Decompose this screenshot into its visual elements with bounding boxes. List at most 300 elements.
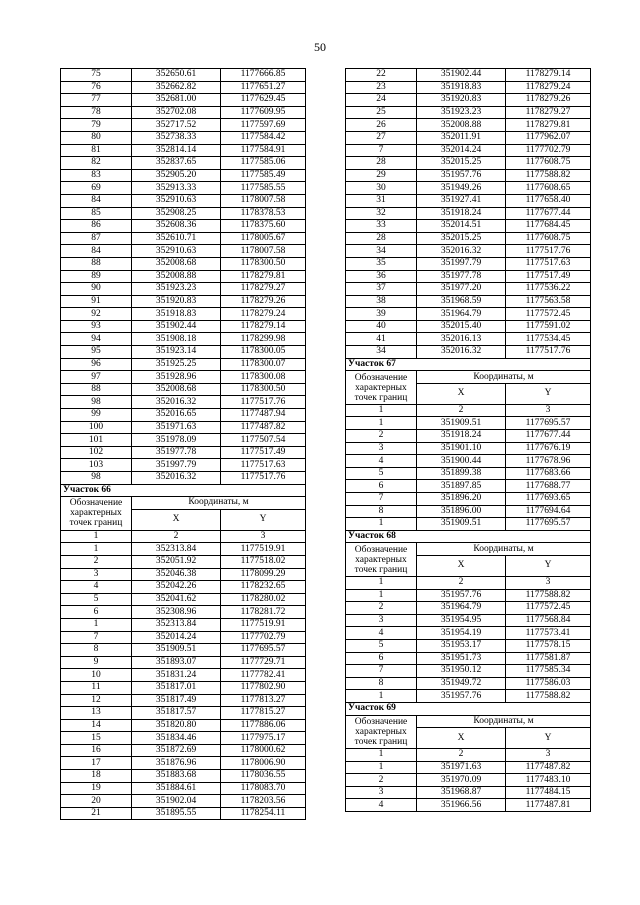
coord-x: 352016.32 (132, 396, 221, 409)
table-row (61, 568, 306, 581)
coord-y: 1178000.62 (221, 744, 306, 757)
coord-y: 1178281.72 (221, 606, 306, 619)
table-row (346, 333, 591, 346)
point-number: 3 (61, 568, 132, 581)
point-number: 1 (346, 518, 417, 531)
table-row (346, 207, 591, 220)
point-number: 94 (61, 333, 132, 346)
coord-y: 1177573.41 (506, 627, 591, 640)
coord-y: 1177578.15 (506, 639, 591, 652)
coord-y: 1177568.84 (506, 614, 591, 627)
point-number: 9 (61, 656, 132, 669)
header-points: Обозначение характерных точек границ (346, 543, 417, 577)
table-row (346, 308, 591, 321)
coord-x: 352046.38 (132, 568, 221, 581)
point-number: 27 (346, 131, 417, 144)
table-row (61, 581, 306, 594)
coord-x: 351896.00 (417, 505, 506, 518)
table-row (61, 308, 306, 321)
point-number: 25 (346, 106, 417, 119)
column-number: 1 (346, 576, 417, 589)
point-number: 28 (346, 157, 417, 170)
coord-y: 1178279.27 (221, 283, 306, 296)
coord-x: 351951.73 (417, 652, 506, 665)
table-row (61, 157, 306, 170)
point-number: 7 (346, 144, 417, 157)
point-number: 28 (346, 232, 417, 245)
point-number: 84 (61, 194, 132, 207)
column-number: 2 (417, 576, 506, 589)
table-row (61, 106, 306, 119)
coord-y: 1177677.44 (506, 207, 591, 220)
coord-y: 1177519.91 (221, 618, 306, 631)
coord-x: 351883.68 (132, 770, 221, 783)
table-row (61, 631, 306, 644)
column-number: 1 (346, 749, 417, 762)
coordinates-table-left (60, 68, 306, 820)
point-number: 8 (346, 505, 417, 518)
table-row (61, 220, 306, 233)
table-row (61, 371, 306, 384)
point-number: 5 (61, 593, 132, 606)
coord-x: 351817.01 (132, 681, 221, 694)
coord-x: 352015.40 (417, 320, 506, 333)
coord-x: 352008.68 (132, 257, 221, 270)
point-number: 31 (346, 194, 417, 207)
point-number: 103 (61, 459, 132, 472)
point-number: 4 (346, 627, 417, 640)
coord-x: 352837.65 (132, 157, 221, 170)
point-number: 34 (346, 245, 417, 258)
point-number: 77 (61, 94, 132, 107)
point-number: 78 (61, 106, 132, 119)
coord-y: 1177609.95 (221, 106, 306, 119)
point-number: 35 (346, 257, 417, 270)
header-x: X (417, 383, 506, 404)
point-number: 33 (346, 220, 417, 233)
section-title: Участок 66 (61, 484, 306, 497)
coord-x: 352014.51 (417, 220, 506, 233)
table-row (346, 157, 591, 170)
point-number: 84 (61, 245, 132, 258)
table-row (61, 707, 306, 720)
coord-y: 1178279.81 (506, 119, 591, 132)
coord-x: 351923.23 (132, 283, 221, 296)
coord-y: 1177683.66 (506, 467, 591, 480)
coord-y: 1177813.27 (221, 694, 306, 707)
point-number: 79 (61, 119, 132, 132)
coord-y: 1177519.91 (221, 543, 306, 556)
coord-y: 1177487.82 (506, 761, 591, 774)
table-row (346, 270, 591, 283)
point-number: 2 (346, 430, 417, 443)
table-row (346, 518, 591, 531)
table-row (346, 220, 591, 233)
coord-x: 351893.07 (132, 656, 221, 669)
coord-x: 351876.96 (132, 757, 221, 770)
coord-x: 352910.63 (132, 194, 221, 207)
table-row (61, 396, 306, 409)
point-number: 39 (346, 308, 417, 321)
coord-y: 1177517.76 (221, 472, 306, 485)
coord-x: 352313.84 (132, 618, 221, 631)
column-number: 1 (346, 404, 417, 417)
point-number: 1 (346, 589, 417, 602)
table-row (346, 94, 591, 107)
table-row (61, 194, 306, 207)
coord-y: 1178299.98 (221, 333, 306, 346)
coord-x: 351900.44 (417, 455, 506, 468)
coord-y: 1177487.82 (221, 421, 306, 434)
column-numbers-row (346, 576, 591, 589)
table-row (61, 119, 306, 132)
coord-y: 1177581.87 (506, 652, 591, 665)
coord-y: 1178300.50 (221, 383, 306, 396)
table-row (61, 257, 306, 270)
coord-x: 352702.08 (132, 106, 221, 119)
table-row (346, 320, 591, 333)
table-row (346, 169, 591, 182)
point-number: 89 (61, 270, 132, 283)
point-number: 24 (346, 94, 417, 107)
section-title-row (346, 530, 591, 543)
table-row (61, 94, 306, 107)
point-number: 86 (61, 220, 132, 233)
header-points: Обозначение характерных точек границ (346, 371, 417, 405)
table-row (61, 472, 306, 485)
coord-x: 351968.87 (417, 786, 506, 799)
coord-y: 1177608.75 (506, 232, 591, 245)
coord-x: 352610.71 (132, 232, 221, 245)
coord-y: 1177517.76 (221, 396, 306, 409)
point-number: 1 (346, 761, 417, 774)
coord-x: 352016.32 (132, 472, 221, 485)
point-number: 2 (61, 555, 132, 568)
table-row (346, 799, 591, 812)
table-row (346, 430, 591, 443)
table-row (346, 283, 591, 296)
point-number: 3 (346, 786, 417, 799)
section-title: Участок 68 (346, 530, 591, 543)
coord-x: 352014.24 (417, 144, 506, 157)
coord-y: 1177534.45 (506, 333, 591, 346)
point-number: 1 (346, 690, 417, 703)
table-row (346, 639, 591, 652)
point-number: 3 (346, 614, 417, 627)
coord-y: 1177487.81 (506, 799, 591, 812)
coord-x: 352042.26 (132, 581, 221, 594)
coord-y: 1178279.14 (506, 69, 591, 82)
coord-y: 1177693.65 (506, 493, 591, 506)
coord-x: 351918.24 (417, 207, 506, 220)
coord-x: 351872.69 (132, 744, 221, 757)
coord-y: 1177597.69 (221, 119, 306, 132)
point-number: 7 (346, 665, 417, 678)
header-row (61, 497, 306, 510)
coord-y: 1178007.58 (221, 194, 306, 207)
coord-x: 351899.38 (417, 467, 506, 480)
table-row (346, 652, 591, 665)
table-row (61, 69, 306, 82)
table-row (346, 690, 591, 703)
coord-y: 1178005.67 (221, 232, 306, 245)
table-row (61, 795, 306, 808)
table-row (61, 131, 306, 144)
table-row (346, 131, 591, 144)
coord-x: 351968.59 (417, 295, 506, 308)
table-row (346, 665, 591, 678)
column-number: 3 (506, 404, 591, 417)
table-row (346, 761, 591, 774)
coord-y: 1177702.79 (221, 631, 306, 644)
coord-y: 1177695.57 (506, 518, 591, 531)
point-number: 11 (61, 681, 132, 694)
table-row (346, 786, 591, 799)
coord-x: 351949.26 (417, 182, 506, 195)
coord-x: 352008.68 (132, 383, 221, 396)
point-number: 76 (61, 81, 132, 94)
coord-y: 1177487.94 (221, 409, 306, 422)
coord-y: 1177588.82 (506, 169, 591, 182)
table-row (61, 681, 306, 694)
point-number: 18 (61, 770, 132, 783)
table-row (346, 480, 591, 493)
coord-y: 1177588.82 (506, 690, 591, 703)
coord-y: 1178007.58 (221, 245, 306, 258)
coord-x: 352014.24 (132, 631, 221, 644)
point-number: 102 (61, 446, 132, 459)
table-row (346, 106, 591, 119)
point-number: 32 (346, 207, 417, 220)
point-number: 99 (61, 409, 132, 422)
point-number: 88 (61, 383, 132, 396)
table-row (61, 232, 306, 245)
column-numbers-row (346, 404, 591, 417)
coord-y: 1177695.57 (506, 417, 591, 430)
coord-y: 1178254.11 (221, 807, 306, 820)
table-row (61, 770, 306, 783)
point-number: 1 (346, 417, 417, 430)
coord-x: 351954.19 (417, 627, 506, 640)
coord-x: 352016.32 (417, 346, 506, 359)
table-row (61, 732, 306, 745)
coord-y: 1177563.58 (506, 295, 591, 308)
coord-y: 1177483.10 (506, 774, 591, 787)
coord-x: 352308.96 (132, 606, 221, 619)
coord-x: 352016.13 (417, 333, 506, 346)
point-number: 12 (61, 694, 132, 707)
coord-y: 1177584.42 (221, 131, 306, 144)
header-y: Y (506, 555, 591, 576)
point-number: 8 (346, 677, 417, 690)
coord-y: 1177695.57 (221, 644, 306, 657)
coord-y: 1178232.65 (221, 581, 306, 594)
coord-y: 1178279.81 (221, 270, 306, 283)
point-number: 20 (61, 795, 132, 808)
header-coords: Координаты, м (417, 543, 591, 556)
point-number: 22 (346, 69, 417, 82)
coord-y: 1177517.76 (506, 245, 591, 258)
point-number: 92 (61, 308, 132, 321)
table-row (61, 593, 306, 606)
coord-y: 1177658.40 (506, 194, 591, 207)
table-row (61, 719, 306, 732)
coord-y: 1177517.76 (506, 346, 591, 359)
coord-x: 351918.83 (417, 81, 506, 94)
table-row (61, 459, 306, 472)
coord-x: 352008.88 (132, 270, 221, 283)
point-number: 2 (346, 774, 417, 787)
point-number: 5 (346, 467, 417, 480)
header-x: X (417, 728, 506, 749)
table-row (61, 606, 306, 619)
section-title: Участок 67 (346, 358, 591, 371)
coord-y: 1177676.19 (506, 442, 591, 455)
coord-y: 1178378.53 (221, 207, 306, 220)
table-row (346, 182, 591, 195)
coord-y: 1177591.02 (506, 320, 591, 333)
table-row (61, 656, 306, 669)
coord-x: 351918.83 (132, 308, 221, 321)
coord-x: 351953.17 (417, 639, 506, 652)
coord-x: 351923.23 (417, 106, 506, 119)
coord-x: 351977.78 (132, 446, 221, 459)
coord-y: 1177886.06 (221, 719, 306, 732)
point-number: 38 (346, 295, 417, 308)
coord-y: 1177802.90 (221, 681, 306, 694)
coord-y: 1177588.82 (506, 589, 591, 602)
coord-x: 351817.57 (132, 707, 221, 720)
coord-x: 351902.44 (132, 320, 221, 333)
coord-x: 351964.79 (417, 602, 506, 615)
point-number: 93 (61, 320, 132, 333)
coord-y: 1177584.91 (221, 144, 306, 157)
coord-x: 351831.24 (132, 669, 221, 682)
coord-y: 1177572.45 (506, 308, 591, 321)
coord-y: 1178099.29 (221, 568, 306, 581)
coord-x: 351971.63 (132, 421, 221, 434)
coord-y: 1178279.24 (506, 81, 591, 94)
point-number: 21 (61, 807, 132, 820)
coord-y: 1177608.75 (506, 157, 591, 170)
coord-x: 351909.51 (417, 417, 506, 430)
table-row (61, 383, 306, 396)
coord-x: 352313.84 (132, 543, 221, 556)
column-number: 1 (61, 530, 132, 543)
table-row (61, 807, 306, 820)
column-number: 2 (417, 404, 506, 417)
header-coords: Координаты, м (132, 497, 306, 510)
table-row (346, 614, 591, 627)
point-number: 4 (346, 455, 417, 468)
point-number: 6 (346, 480, 417, 493)
point-number: 6 (61, 606, 132, 619)
point-number: 26 (346, 119, 417, 132)
point-number: 7 (346, 493, 417, 506)
point-number: 80 (61, 131, 132, 144)
coord-y: 1177815.27 (221, 707, 306, 720)
table-row (346, 493, 591, 506)
coord-y: 1177536.22 (506, 283, 591, 296)
coord-x: 351909.51 (132, 644, 221, 657)
column-number: 2 (417, 749, 506, 762)
table-row (346, 589, 591, 602)
table-row (61, 744, 306, 757)
coord-x: 352015.25 (417, 232, 506, 245)
table-row (346, 119, 591, 132)
table-row (346, 417, 591, 430)
point-number: 41 (346, 333, 417, 346)
header-x: X (417, 555, 506, 576)
coord-x: 351834.46 (132, 732, 221, 745)
coord-y: 1178036.55 (221, 770, 306, 783)
table-row (346, 677, 591, 690)
coord-y: 1178279.26 (506, 94, 591, 107)
point-number: 100 (61, 421, 132, 434)
point-number: 4 (346, 799, 417, 812)
point-number: 16 (61, 744, 132, 757)
coord-x: 351925.25 (132, 358, 221, 371)
page-number: 50 (314, 40, 326, 54)
coord-x: 351970.09 (417, 774, 506, 787)
point-number: 91 (61, 295, 132, 308)
coord-y: 1178300.05 (221, 346, 306, 359)
coord-y: 1177666.85 (221, 69, 306, 82)
table-row (346, 442, 591, 455)
table-row (346, 69, 591, 82)
coord-y: 1178280.02 (221, 593, 306, 606)
coord-y: 1178006.90 (221, 757, 306, 770)
coord-y: 1177585.55 (221, 182, 306, 195)
section-title-row (346, 358, 591, 371)
section-title: Участок 69 (346, 702, 591, 715)
coord-y: 1177517.63 (506, 257, 591, 270)
table-row (61, 358, 306, 371)
table-row (61, 320, 306, 333)
coord-y: 1178300.07 (221, 358, 306, 371)
coord-x: 352041.62 (132, 593, 221, 606)
coord-x: 352913.33 (132, 182, 221, 195)
point-number: 101 (61, 434, 132, 447)
table-row (61, 618, 306, 631)
coord-x: 351923.14 (132, 346, 221, 359)
coord-y: 1177518.02 (221, 555, 306, 568)
header-points: Обозначение характерных точек границ (61, 497, 132, 531)
point-number: 98 (61, 396, 132, 409)
column-numbers-row (61, 530, 306, 543)
point-number: 69 (61, 182, 132, 195)
column-numbers-row (346, 749, 591, 762)
coord-x: 351920.83 (132, 295, 221, 308)
table-row (61, 81, 306, 94)
coord-y: 1177517.63 (221, 459, 306, 472)
header-row (346, 715, 591, 728)
table-row (346, 295, 591, 308)
coord-x: 351997.79 (132, 459, 221, 472)
coord-x: 351817.49 (132, 694, 221, 707)
table-row (346, 81, 591, 94)
table-row (61, 409, 306, 422)
point-number: 36 (346, 270, 417, 283)
coord-y: 1177684.45 (506, 220, 591, 233)
point-number: 82 (61, 157, 132, 170)
coord-x: 352910.63 (132, 245, 221, 258)
table-row (61, 782, 306, 795)
point-number: 96 (61, 358, 132, 371)
table-row (61, 283, 306, 296)
point-number: 98 (61, 472, 132, 485)
coord-x: 352650.61 (132, 69, 221, 82)
